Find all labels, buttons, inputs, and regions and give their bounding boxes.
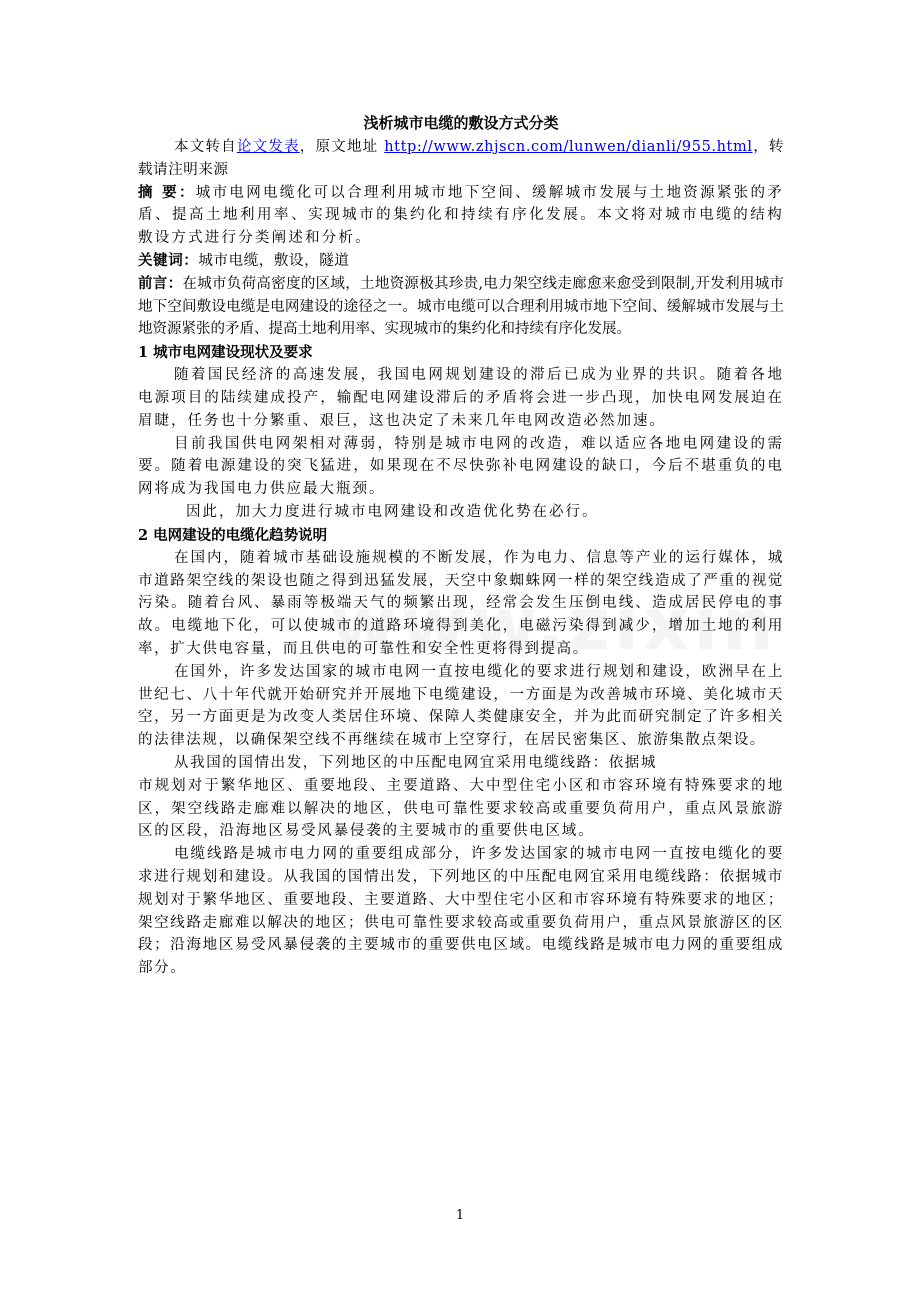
preface-paragraph — [138, 273, 784, 341]
section1-paragraph-2: 目前我国供电网架相对薄弱，特别是城市电网的改造，难以适应各地电网建设的需要。随着电源建设的突飞猛进，如果现在不尽快弥补电网建设的缺口，今后不堪重负的电网将成为我国电力供应最大瓶颈。 — [138, 435, 784, 498]
section1-heading: 1 城市电网建设现状及要求 — [138, 344, 313, 362]
keywords-label: 关键词： — [138, 251, 199, 269]
section2-paragraph-3a: 从我国的国情出发，下列地区的中压配电网宜采用电缆线路：依据城 — [174, 754, 657, 771]
section2-paragraph-4: 电缆线路是城市电力网的重要组成部分，许多发达国家的城市电网一直按电缆化的要求进行规划和建设。从我国的国情出发，下列地区的中压配电网宜采用电缆线路：依据城市规划对于繁华地区、重要地段、主要道路、大中型住宅小区和市容环境有特殊要求的地区；架空线路走廊难以解决的地区；供电可靠性要求较高或重要负荷用户，重点风景旅游区的区段；沿海地区易受风暴侵袭的主要城市的重要供电区域。电缆线路是城市电力网的重要组成部分。 — [138, 846, 784, 977]
abstract-label: 摘 要： — [138, 183, 196, 201]
abstract-paragraph — [138, 182, 784, 250]
section1-paragraph-3: 因此，加大力度进行城市电网建设和改造优化势在必行。 — [186, 503, 599, 520]
abstract-text: 城市电网电缆化可以合理利用城市地下空间、缓解城市发展与土地资源紧张的矛盾、提高土地利用率、实现城市的集约化和持续有序化发展。本文将对城市电缆的结构敷设方式进行分类阐述和分析。 — [138, 184, 784, 247]
section1-paragraph-1: 随着国民经济的高速发展，我国电网规划建设的滞后已成为业界的共识。随着各地电源项目的陆续建成投产，输配电网建设滞后的矛盾将会进一步凸现，加快电网发展迫在眉睫，任务也十分繁重、艰巨，这也决定了未来几年电网改造必然加速。 — [138, 367, 784, 429]
preface-label: 前言： — [138, 274, 183, 292]
paper-publish-link[interactable]: 论文发表 — [236, 139, 300, 155]
source-line — [138, 136, 784, 182]
document-page — [138, 112, 784, 980]
source-suffix: ，转载请注明来源 — [138, 139, 785, 178]
section2-paragraph-2: 在国外，许多发达国家的城市电网一直按电缆化的要求进行规划和建设，欧洲早在上世纪七、八十年代就开始研究并开展地下电缆建设，一方面是为改善城市环境、美化城市天空，另一方面更是为改变人类居住环境、保障人类健康安全，并为此而研究制定了许多相关的法律法规，以确保架空线不再继续在城市上空穿行，在居民密集区、旅游集散点架设。 — [138, 663, 784, 749]
section2-paragraph-3b: 市规划对于繁华地区、重要地段、主要道路、大中型住宅小区和市容环境有特殊要求的地区，架空线路走廊难以解决的地区，供电可靠性要求较高或重要负荷用户，重点风景旅游区的区段，沿海地区易受风暴侵袭的主要城市的重要供电区域。 — [138, 777, 784, 840]
source-prefix: 本文转自 — [174, 139, 237, 155]
preface-text: 在城市负荷高密度的区域，土地资源极其珍贵,电力架空线走廊愈来愈受到限制,开发利用城市地下空间敷设电缆是电网建设的途径之一。城市电缆可以合理利用城市地下空间、缓解城市发展与土地资源紧张的矛盾、提高土地利用率、实现城市的集约化和持续有序化发展。 — [138, 275, 784, 338]
keywords-text: 城市电缆，敷设，隧道 — [198, 252, 350, 269]
keywords-paragraph — [138, 250, 784, 273]
source-url-link[interactable]: http://www.zhjscn.com/lunwen/dianli/955.html — [384, 139, 753, 155]
section2-heading: 2 电网建设的电缆化趋势说明 — [138, 526, 328, 544]
source-mid: ，原文地址 — [299, 139, 385, 155]
section2-paragraph-1: 在国内，随着城市基础设施规模的不断发展，作为电力、信息等产业的运行媒体，城市道路架空线的架设也随之得到迅猛发展，天空中象蜘蛛网一样的架空线造成了严重的视觉污染。随着台风、暴雨等极端天气的频繁出现，经常会发生压倒电线、造成居民停电的事故。电缆地下化，可以使城市的道路环境得到美化，电磁污染得到减少，增加土地的利用率，扩大供电容量，而且供电的可靠性和安全性更将得到提高。 — [138, 549, 784, 657]
document-title: 浅析城市电缆的敷设方式分类 — [363, 114, 559, 132]
page-number: 1 — [455, 1208, 465, 1223]
